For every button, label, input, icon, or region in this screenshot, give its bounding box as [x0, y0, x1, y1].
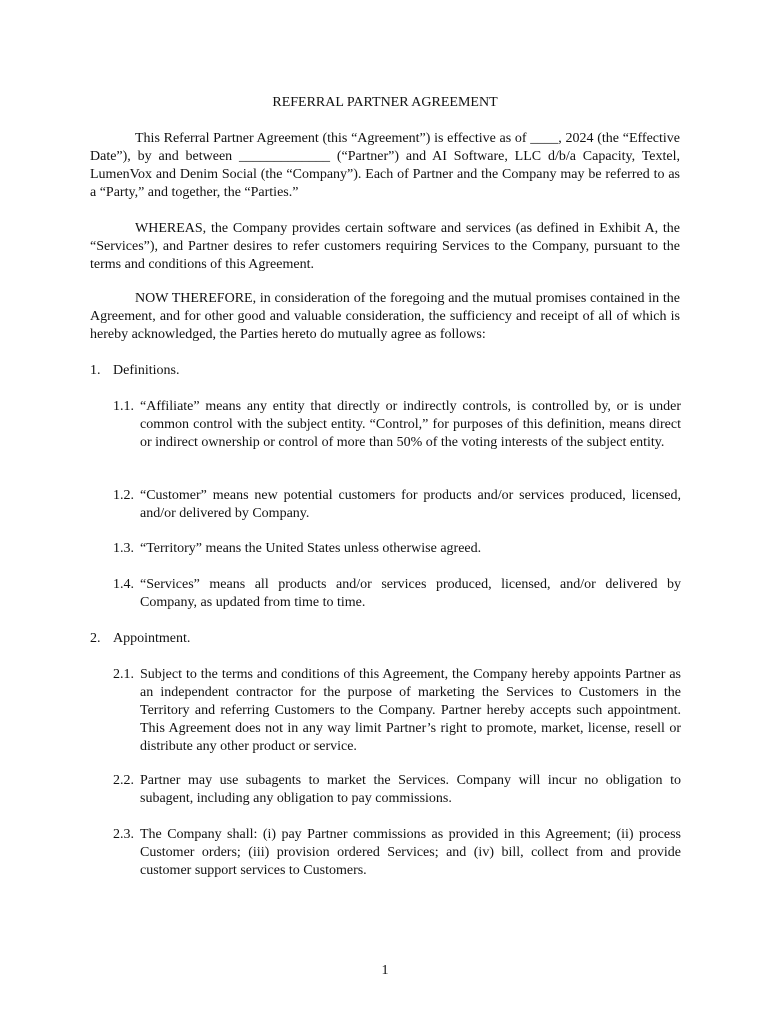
clause-number: 2.2. — [113, 773, 134, 788]
clause-number: 1.3. — [113, 541, 134, 556]
clause-text: Subject to the terms and conditions of this Agreement, the Company hereby appoints Partner as an independent contractor for the purpose of marketing the Services to Customers in the Territory and referring Customers to the Company. Partner hereby accepts such appointment. This Agreement does not in any way limit Partner’s right to promote, market, license, resell or distribute any other product or service. — [140, 667, 681, 754]
section-heading-definitions — [90, 362, 680, 380]
clause-1-4 — [113, 576, 681, 612]
clause-text: The Company shall: (i) pay Partner commissions as provided in this Agreement; (ii) process Customer orders; (iii) provision ordered Services; and (iv) bill, collect from and provide customer support services to Customers. — [140, 827, 681, 878]
section-title: Appointment. — [113, 631, 191, 646]
clause-number: 2.3. — [113, 827, 134, 842]
clause-number: 1.2. — [113, 488, 134, 503]
clause-text: “Territory” means the United States unless otherwise agreed. — [140, 541, 482, 556]
section-title: Definitions. — [113, 363, 180, 378]
page-number: 1 — [381, 963, 389, 978]
clause-1-1 — [113, 398, 681, 452]
clause-text: Partner may use subagents to market the Services. Company will incur no obligation to subagent, including any obligation to pay commissions. — [140, 773, 681, 806]
clause-number: 2.1. — [113, 667, 134, 682]
whereas-paragraph: WHEREAS, the Company provides certain software and services (as defined in Exhibit A, the “Services”), and Partner desires to refer customers requiring Services to the Company, pursuant to the terms and conditions of this Agreement. — [90, 221, 680, 272]
clause-2-2 — [113, 772, 681, 808]
clause-number: 1.1. — [113, 399, 134, 414]
section-number: 2. — [90, 631, 101, 646]
document-title: REFERRAL PARTNER AGREEMENT — [272, 95, 498, 110]
clause-1-2 — [113, 487, 681, 523]
clause-text: “Customer” means new potential customers for products and/or services produced, licensed, and/or delivered by Company. — [140, 488, 681, 521]
clause-2-3 — [113, 826, 681, 880]
now-therefore-paragraph: NOW THEREFORE, in consideration of the foregoing and the mutual promises contained in the Agreement, and for other good and valuable consideration, the sufficiency and receipt of all of which is hereby acknowledged, the Parties hereto do mutually agree as follows: — [90, 291, 680, 342]
clause-2-1 — [113, 666, 681, 756]
clause-text: “Services” means all products and/or services produced, licensed, and/or delivered by Company, as updated from time to time. — [140, 577, 681, 610]
clause-text: “Affiliate” means any entity that directly or indirectly controls, is controlled by, or is under common control with the subject entity. “Control,” for purposes of this definition, means direct or indirect ownership or control of more than 50% of the voting interests of the subject entity. — [140, 399, 681, 450]
section-heading-appointment — [90, 630, 680, 648]
clause-number: 1.4. — [113, 577, 134, 592]
clause-1-3 — [113, 540, 681, 558]
intro-paragraph: This Referral Partner Agreement (this “Agreement”) is effective as of ____, 2024 (the “Effective Date”), by and between _____________ (“Partner”) and AI Software, LLC d/b/a Capacity, Textel, LumenVox and Denim Social (the “Company”). Each of Partner and the Company may be referred to as a “Party,” and together, the “Parties.” — [90, 131, 680, 200]
section-number: 1. — [90, 363, 101, 378]
